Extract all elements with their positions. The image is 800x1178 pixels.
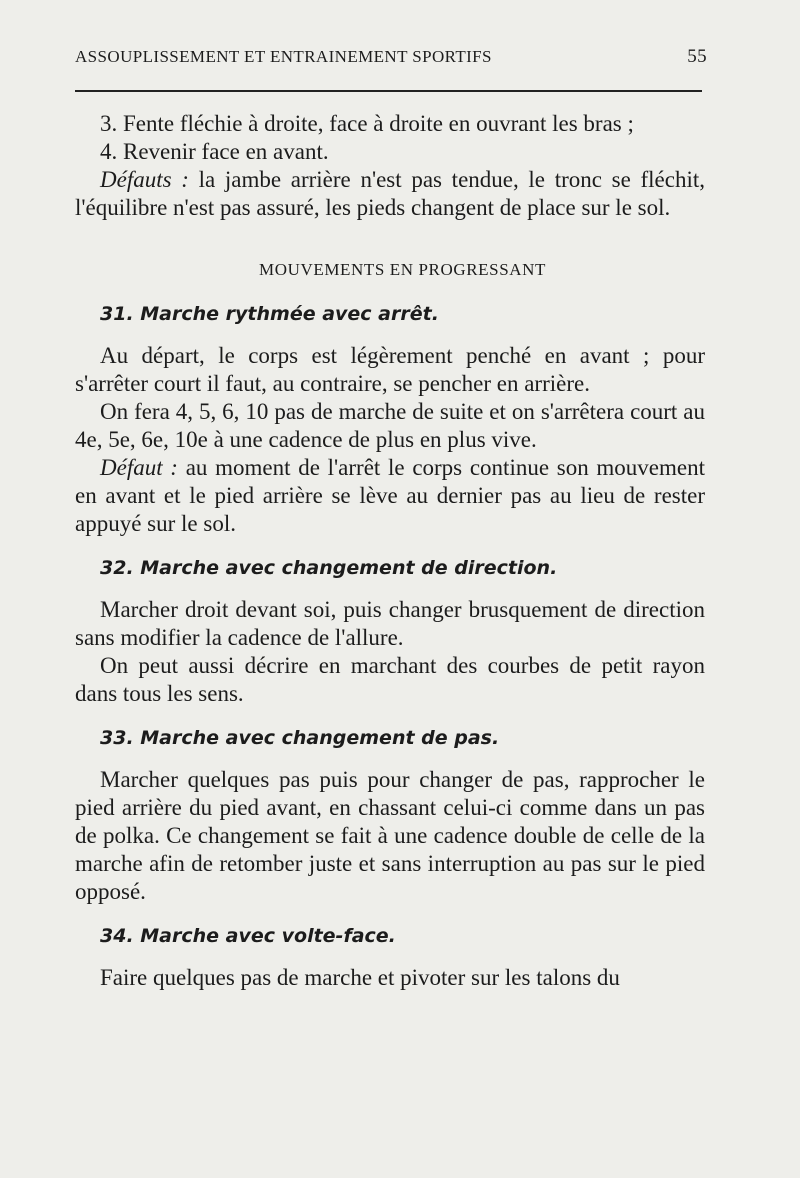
exercise-32-paragraph-1: Marcher droit devant soi, puis changer brusquement de direction sans modifier la cadence de l'allure. <box>75 597 705 650</box>
defect-label: Défaut : <box>100 455 178 480</box>
exercise-31-paragraph-1: Au départ, le corps est légèrement penché en avant ; pour s'arrêter court il faut, au contraire, se pencher en arrière. <box>75 343 705 396</box>
exercise-33-title: 33. Marche avec changement de pas. <box>100 727 500 749</box>
exercise-33-paragraph-1: Marcher quelques pas puis pour changer de pas, rapprocher le pied arrière du pied avant, en chassant celui-ci comme dans un pas de polka. Ce changement se fait à une cadence double de celle de la marche afin de retomber juste et sans interruption au pas sur le pied opposé. <box>75 767 705 904</box>
defects-text: la jambe arrière n'est pas tendue, le tronc se fléchit, l'équilibre n'est pas assuré, les pieds changent de place sur le sol. <box>75 167 705 220</box>
exercise-34-title: 34. Marche avec volte-face. <box>100 925 396 947</box>
exercise-32-paragraph-2: On peut aussi décrire en marchant des courbes de petit rayon dans tous les sens. <box>75 653 705 706</box>
step-3: 3. Fente fléchie à droite, face à droite en ouvrant les bras ; <box>100 111 634 136</box>
page-number: 55 <box>687 46 707 67</box>
exercise-32-title: 32. Marche avec changement de direction. <box>100 557 558 579</box>
exercise-34-paragraph-1: Faire quelques pas de marche et pivoter sur les talons du <box>100 965 620 990</box>
defects-label: Défauts : <box>100 167 189 192</box>
section-title: MOUVEMENTS EN PROGRESSANT <box>258 260 547 279</box>
exercise-31-paragraph-2: On fera 4, 5, 6, 10 pas de marche de suite et on s'arrêtera court au 4e, 5e, 6e, 10e à une cadence de plus en plus vive. <box>75 399 705 452</box>
defect-text: au moment de l'arrêt le corps continue son mouvement en avant et le pied arrière se lève au dernier pas au lieu de rester appuyé sur le sol. <box>75 455 706 536</box>
exercise-31-defect <box>75 454 705 538</box>
exercise-31-title: 31. Marche rythmée avec arrêt. <box>100 303 439 325</box>
running-header <box>75 46 707 68</box>
page-body <box>75 110 705 992</box>
step-4: 4. Revenir face en avant. <box>100 139 329 164</box>
running-title: ASSOUPLISSEMENT ET ENTRAINEMENT SPORTIFS <box>75 47 492 66</box>
defects-paragraph <box>75 166 705 222</box>
header-rule <box>75 90 702 92</box>
